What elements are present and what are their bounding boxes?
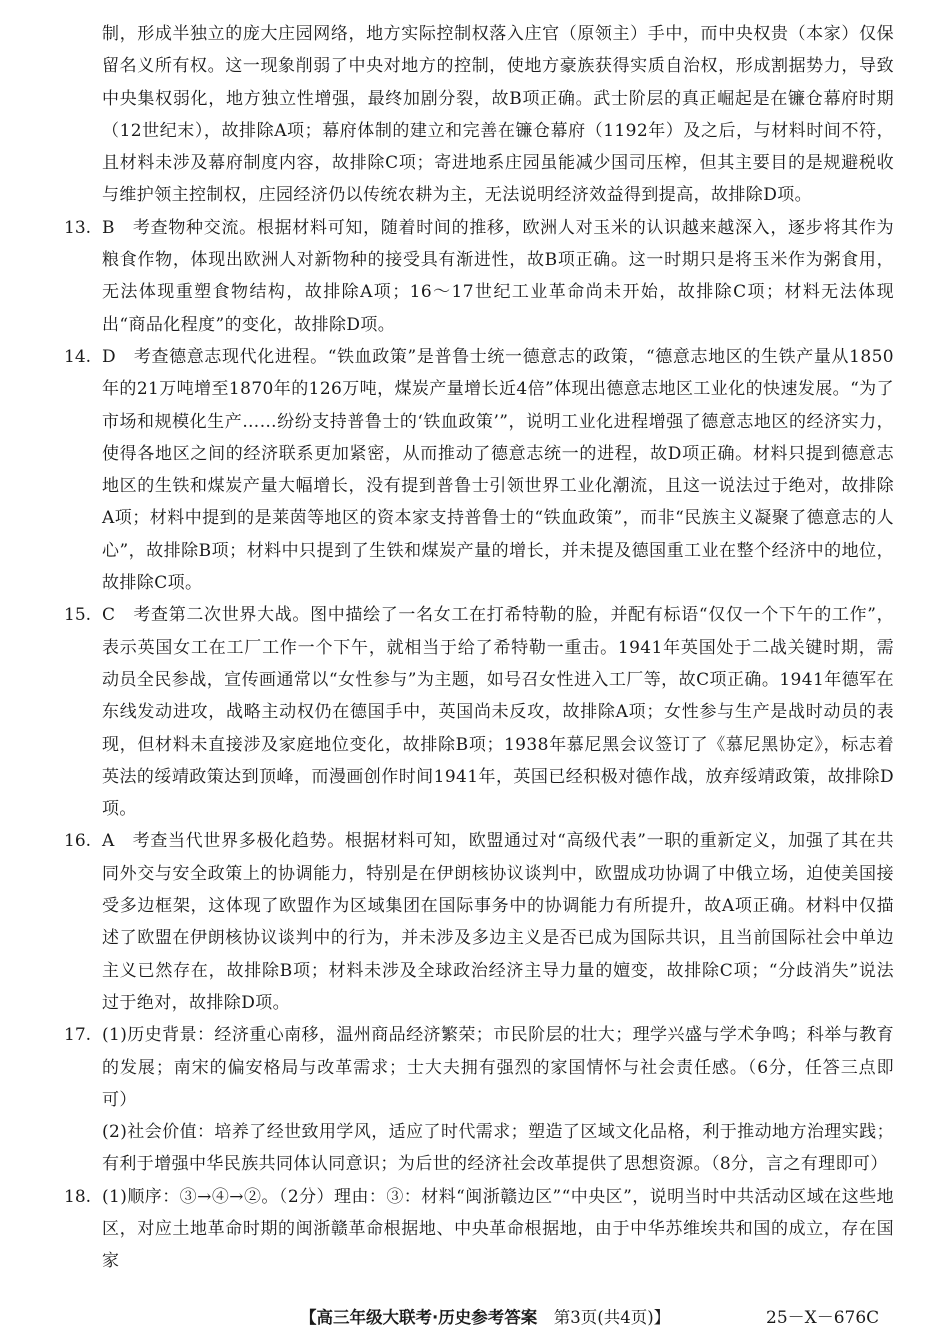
item-number: 13.: [64, 217, 92, 238]
item-12-continuation: 制，形成半独立的庞大庄园网络，地方实际控制权落入庄官（原领主）手中，而中央权贵（本家）仅保留名义所有权。这一现象削弱了中央对地方的控制，使地方豪族获得实质自治权，形成割据势力，导致中央集权弱化，地方独立性增强，最终加剧分裂，故B项正确。武士阶层的真正崛起是在镰仓幕府时期（12世纪末），故排除A项；幕府体制的建立和完善在镰仓幕府（1192年）及之后，与材料时间不符，且材料未涉及幕府制度内容，故排除C项；寄进地系庄园虽能减少国司压榨，但其主要目的是规避税收与维护领主控制权，庄园经济仍以传统农耕为主，无法说明经济效益得到提高，故排除D项。: [102, 24, 894, 206]
item-explanation: [102, 599, 894, 825]
item-text: 考查第二次世界大战。图中描绘了一名女工在打希特勒的脸，并配有标语“仅仅一个下午的工作”，表示英国女工在工厂工作一个下午，就相当于给了希特勒一重击。1941年英国处于二战关键时期，需动员全民参战，宣传画通常以“女性参与”为主题，如号召女性进入工厂等，故C项正确。1941年德军在东线发动进攻，战略主动权仍在德国手中，英国尚未反攻，故排除A项；女性参与生产是战时动员的表现，但材料未直接涉及家庭地位变化，故排除B项；1938年慕尼黑会议签订了《慕尼黑协定》，标志着英法的绥靖政策达到顶峰，而漫画创作时间1941年，英国已经积极对德作战，放弃绥靖政策，故排除D项。: [102, 605, 895, 820]
item-answer: D: [102, 346, 117, 367]
item-explanation: [102, 825, 894, 1019]
answer-item-16: [64, 825, 894, 1019]
footer-title: 【高三年级大联考·历史参考答案: [300, 1308, 538, 1327]
item-answer: A: [102, 831, 115, 852]
item-number: 16.: [64, 831, 92, 852]
item-number: 15.: [64, 605, 92, 626]
answer-item-13: [64, 212, 894, 341]
item-answer: B: [102, 217, 115, 238]
answer-item-15: [64, 599, 895, 825]
footer-code: 25－X－676C: [766, 1308, 880, 1328]
item-answer: C: [102, 605, 116, 626]
answer-content: [64, 18, 895, 1278]
item-number: 14.: [64, 346, 92, 367]
page-footer: [0, 1303, 950, 1333]
footer-page-number: 第3页(共4页)】: [553, 1308, 671, 1327]
item-text: 考查德意志现代化进程。“铁血政策”是普鲁士统一德意志的政策，“德意志地区的生铁产量从1850年的21万吨增至1870年的126万吨，煤炭产量增长近4倍”体现出德意志地区工业化的快速发展。“为了市场和规模化生产……纷纷支持普鲁士的‘铁血政策’”，说明工业化进程增强了德意志地区的经济实力，使得各地区之间的经济联系更加紧密，从而推动了德意志统一的进程，故D项正确。材料只提到德意志地区的生铁和煤炭产量大幅增长，没有提到普鲁士引领世界工业化潮流，且这一说法过于绝对，故排除A项；材料中提到的是莱茵等地区的资本家支持普鲁士的“铁血政策”，而非“民族主义凝聚了德意志的人心”，故排除B项；材料中只提到了生铁和煤炭产量的增长，并未提及德国重工业在整个经济中的地位，故排除C项。: [102, 346, 895, 594]
answer-item-18: [64, 1181, 894, 1278]
footer-title-block: [300, 1303, 670, 1333]
item-text: 考查当代世界多极化趋势。根据材料可知，欧盟通过对“高级代表”一职的重新定义，加强了其在共同外交与安全政策上的协调能力，特别是在伊朗核协议谈判中，欧盟成功协调了中俄立场，迫使美国接受多边框架，这体现了欧盟作为区域集团在国际事务中的协调能力有所提升，故A项正确。材料中仅描述了欧盟在伊朗核协议谈判中的行为，并未涉及多边主义是否已成为国际共识，且当前国际社会中单边主义已然存在，故排除B项；材料未涉及全球政治经济主导力量的嬗变，故排除C项；“分歧消失”说法过于绝对，故排除D项。: [102, 831, 894, 1013]
item-explanation: [102, 341, 894, 599]
item-explanation: [102, 212, 894, 341]
item-17-part-1: (1)历史背景：经济重心南移，温州商品经济繁荣；市民阶层的壮大；理学兴盛与学术争鸣；科举与教育的发展；南宋的偏安格局与改革需求；士大夫拥有强烈的家国情怀与社会责任感。（6分，任答三点即可）: [102, 1025, 894, 1110]
item-number: 17.: [64, 1025, 92, 1046]
item-17-part-2: (2)社会价值：培养了经世致用学风，适应了时代需求；塑造了区域文化品格，利于推动地方治理实践；有利于增强中华民族共同体认同意识；为后世的经济社会改革提供了思想资源。（8分，言之有理即可）: [102, 1122, 894, 1175]
item-number: 18.: [64, 1186, 92, 1207]
answer-item-14: [64, 341, 895, 599]
item-text: 考查物种交流。根据材料可知，随着时间的推移，欧洲人对玉米的认识越来越深入，逐步将其作为粮食作物，体现出欧洲人对新物种的接受具有渐进性，故B项正确。这一时期只是将玉米作为粥食用，无法体现重塑食物结构，故排除A项；16～17世纪工业革命尚未开始，故排除C项；材料无法体现出“商品化程度”的变化，故排除D项。: [102, 217, 894, 335]
item-18-part-1: (1)顺序：③→④→②。（2分）理由：③：材料“闽浙赣边区”“中央区”，说明当时中共活动区域在这些地区，对应土地革命时期的闽浙赣革命根据地、中央革命根据地，由于中华苏维埃共和国的成立，存在国家: [102, 1186, 894, 1272]
answer-item-17: [64, 1019, 894, 1180]
